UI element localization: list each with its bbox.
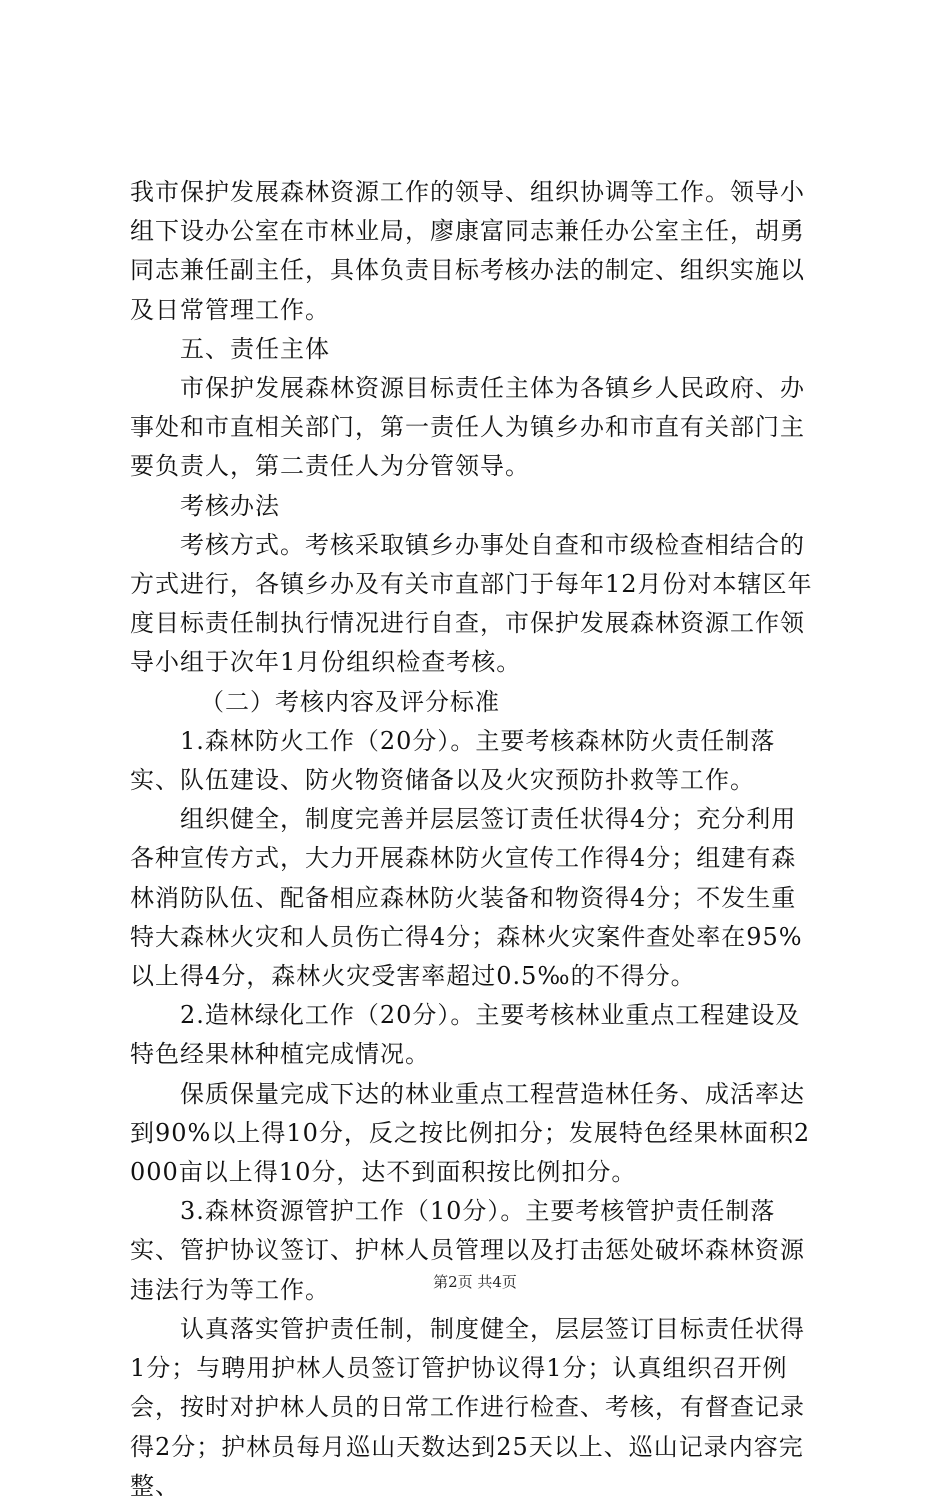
paragraph-leadership-office: 我市保护发展森林资源工作的领导、组织协调等工作。领导小组下设办公室在市林业局，廖康富同志兼任办公室主任，胡勇同志兼任副主任，具体负责目标考核办法的制定、组织实施以及日常管理工作。 [130,178,805,324]
paragraph-fire-prevention-scoring: 组织健全，制度完善并层层签订责任状得4分；充分利用各种宣传方式，大力开展森林防火宣传工作得4分；组建有森林消防队伍、配备相应森林防火装备和物资得4分；不发生重特大森林火灾和人员伤亡得4分；森林火灾案件查处率在95%以上得4分，森林火灾受害率超过0.5‰的不得分。 [130,805,803,991]
paragraph-afforestation: 2.造林绿化工作（20分）。主要考核林业重点工程建设及特色经果林种植完成情况。 [130,1001,801,1069]
heading-responsibility-subject: 五、责任主体 [180,334,330,363]
paragraph-responsibility-subject: 市保护发展森林资源目标责任主体为各镇乡人民政府、办事处和市直相关部门，第一责任人为镇乡办和市直有关部门主要负责人，第二责任人为分管领导。 [130,374,805,481]
paragraph-forest-management: 3.森林资源管护工作（10分）。主要考核管护责任制落实、管护协议签订、护林人员管理以及打击惩处破坏森林资源违法行为等工作。 [130,1197,805,1304]
heading-assessment-method: 考核办法 [180,491,280,520]
paragraph-afforestation-scoring: 保质保量完成下达的林业重点工程营造林任务、成活率达到90%以上得10分，反之按比例扣分；发展特色经果林面积2000亩以上得10分，达不到面积按比例扣分。 [130,1079,811,1187]
document-body [130,173,820,1506]
heading-assessment-content: （二）考核内容及评分标准 [200,687,500,716]
paragraph-forest-management-scoring: 认真落实管护责任制，制度健全，层层签订目标责任状得1分；与聘用护林人员签订管护协议得1分；认真组织召开例会，按时对护林人员的日常工作进行检查、考核，有督查记录得2分；护林员每月巡山天数达到25天以上、巡山记录内容完整、 [130,1314,805,1500]
paragraph-assessment-method: 考核方式。考核采取镇乡办事处自查和市级检查相结合的方式进行，各镇乡办及有关市直部门于每年12月份对本辖区年度目标责任制执行情况进行自查，市保护发展森林资源工作领导小组于次年1月份组织检查考核。 [130,530,813,677]
paragraph-fire-prevention: 1.森林防火工作（20分）。主要考核森林防火责任制落实、队伍建设、防火物资储备以及火灾预防扑救等工作。 [130,726,776,795]
page-footer: 第2页 共4页 [433,1273,517,1291]
